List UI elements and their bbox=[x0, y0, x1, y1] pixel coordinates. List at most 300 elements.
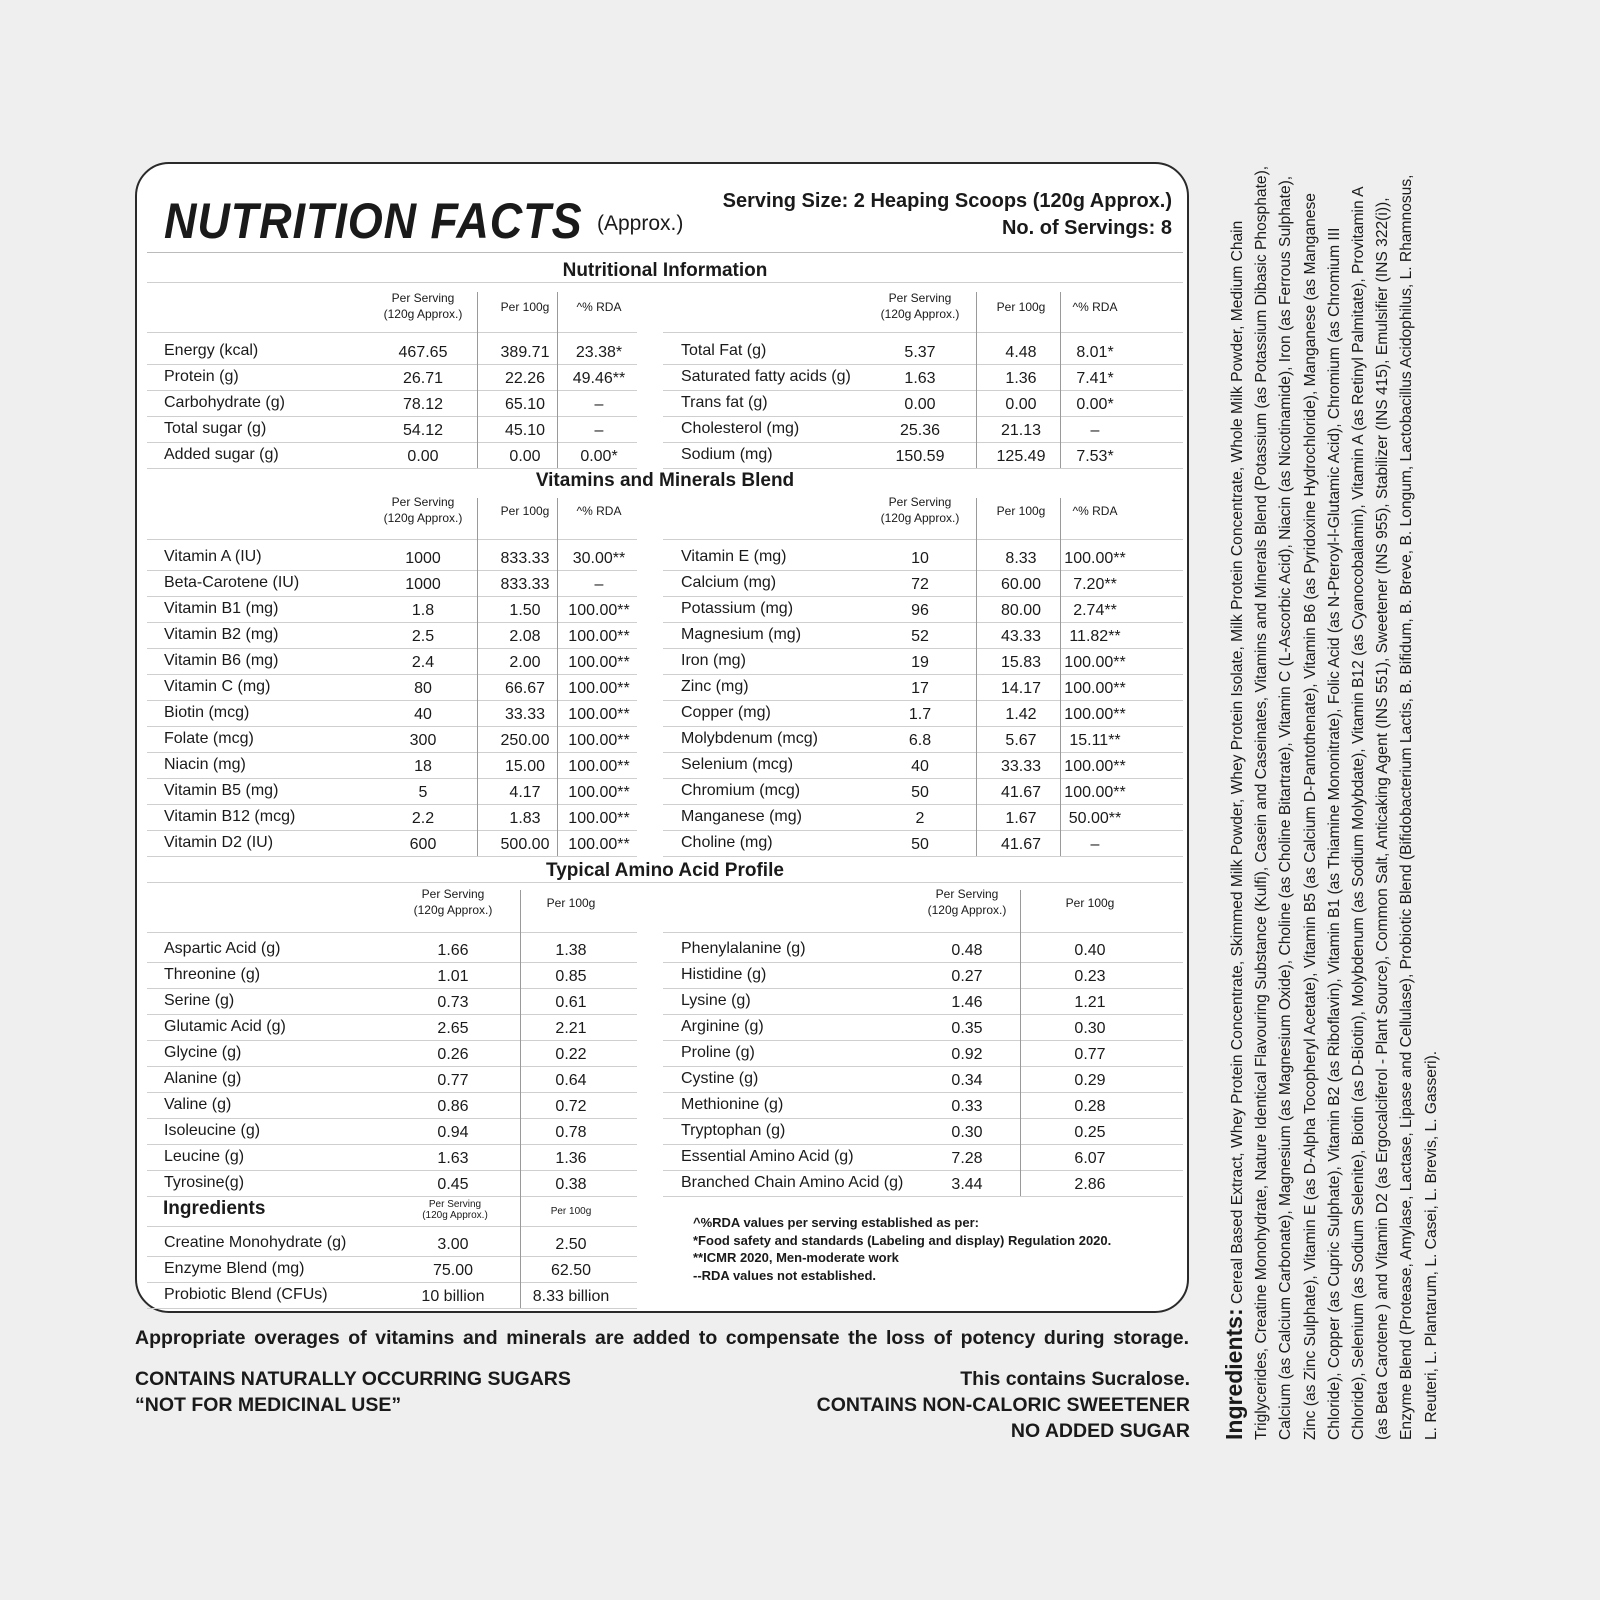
row-value: 43.33 bbox=[1000, 628, 1042, 645]
row-divider bbox=[663, 752, 1183, 753]
column-divider bbox=[976, 498, 977, 856]
row-value: 2.5 bbox=[411, 628, 435, 645]
row-value: 0.00 bbox=[509, 448, 541, 465]
row-label: Serine (g) bbox=[164, 992, 235, 1009]
row-divider bbox=[147, 962, 637, 963]
row-value: 0.78 bbox=[555, 1124, 587, 1141]
row-value: 500.00 bbox=[500, 836, 550, 853]
col-header-rda: ^% RDA bbox=[576, 300, 622, 314]
col-header-per-100g: Per 100g bbox=[550, 1206, 592, 1217]
col-header-per-serving-sub: (120g Approx.) bbox=[413, 903, 493, 917]
row-value: 15.11** bbox=[1069, 732, 1121, 749]
row-divider bbox=[147, 416, 637, 417]
row-value: 52 bbox=[911, 628, 929, 645]
col-header-per-serving: Per Serving bbox=[391, 291, 455, 305]
row-label: Proline (g) bbox=[681, 1044, 755, 1061]
row-value: 0.35 bbox=[951, 1020, 983, 1037]
row-divider bbox=[147, 1226, 637, 1227]
footer-left bbox=[135, 1366, 571, 1418]
ingredients-title: Ingredients bbox=[163, 1198, 266, 1219]
row-value: 100.00** bbox=[568, 836, 630, 853]
row-value: 0.72 bbox=[555, 1098, 587, 1115]
row-divider bbox=[663, 856, 1183, 857]
row-value: 100.00** bbox=[1064, 706, 1126, 723]
row-label: Added sugar (g) bbox=[164, 446, 279, 463]
row-value: 2 bbox=[915, 810, 925, 827]
row-value: 1.36 bbox=[555, 1150, 587, 1167]
row-value: 100.00** bbox=[568, 628, 630, 645]
row-divider bbox=[663, 1014, 1183, 1015]
col-header-per-serving-sub: (120g Approx.) bbox=[422, 1210, 488, 1221]
row-divider bbox=[663, 962, 1183, 963]
row-label: Vitamin E (mg) bbox=[681, 548, 787, 565]
row-value: 0.30 bbox=[1074, 1020, 1106, 1037]
row-value: 600 bbox=[409, 836, 437, 853]
row-value: 0.94 bbox=[437, 1124, 469, 1141]
row-value: 19 bbox=[911, 654, 929, 671]
row-value: 100.00** bbox=[568, 732, 630, 749]
row-value: 0.34 bbox=[951, 1072, 983, 1089]
divider bbox=[147, 252, 1183, 253]
row-value: 96 bbox=[911, 602, 929, 619]
row-divider bbox=[147, 332, 637, 333]
row-value: 250.00 bbox=[500, 732, 550, 749]
row-value: 6.07 bbox=[1074, 1150, 1106, 1167]
row-value: 0.73 bbox=[437, 994, 469, 1011]
row-value: 0.33 bbox=[951, 1098, 983, 1115]
nutrition-facts-title: NUTRITION FACTS bbox=[164, 193, 583, 249]
row-value: 26.71 bbox=[402, 370, 444, 387]
row-value: 2.00 bbox=[509, 654, 541, 671]
row-divider bbox=[663, 596, 1183, 597]
row-value: 0.77 bbox=[1074, 1046, 1106, 1063]
row-divider bbox=[147, 442, 637, 443]
row-value: 1.46 bbox=[951, 994, 983, 1011]
row-label: Carbohydrate (g) bbox=[164, 394, 285, 411]
row-label: Folate (mcg) bbox=[164, 730, 254, 747]
row-divider bbox=[147, 932, 637, 933]
col-header-per-100g: Per 100g bbox=[500, 504, 550, 518]
row-value: 23.38* bbox=[575, 344, 623, 361]
row-label: Molybdenum (mcg) bbox=[681, 730, 818, 747]
row-value: 8.33 bbox=[1005, 550, 1037, 567]
row-value: 2.74** bbox=[1073, 602, 1117, 619]
column-divider bbox=[1060, 498, 1061, 856]
row-label: Vitamin D2 (IU) bbox=[164, 834, 274, 851]
row-label: Trans fat (g) bbox=[681, 394, 768, 411]
row-divider bbox=[147, 364, 637, 365]
row-value: 833.33 bbox=[500, 576, 550, 593]
row-value: 14.17 bbox=[1000, 680, 1042, 697]
row-value: 25.36 bbox=[899, 422, 941, 439]
row-divider bbox=[663, 1118, 1183, 1119]
row-value: 1.01 bbox=[437, 968, 469, 985]
row-divider bbox=[147, 988, 637, 989]
note-line: **ICMR 2020, Men-moderate work bbox=[693, 1250, 899, 1265]
row-value: 5.37 bbox=[904, 344, 936, 361]
row-value: 0.00* bbox=[580, 448, 618, 465]
row-divider bbox=[663, 1170, 1183, 1171]
row-value: 66.67 bbox=[504, 680, 546, 697]
row-label: Biotin (mcg) bbox=[164, 704, 250, 721]
row-value: 0.00 bbox=[904, 396, 936, 413]
row-value: 15.83 bbox=[1000, 654, 1042, 671]
row-label: Cystine (g) bbox=[681, 1070, 759, 1087]
row-value: 2.65 bbox=[437, 1020, 469, 1037]
row-value: 30.00** bbox=[572, 550, 626, 567]
row-value: 0.86 bbox=[437, 1098, 469, 1115]
row-value: 80.00 bbox=[1000, 602, 1042, 619]
row-value: 21.13 bbox=[1000, 422, 1042, 439]
row-label: Tryptophan (g) bbox=[681, 1122, 786, 1139]
row-value: 3.44 bbox=[951, 1176, 983, 1193]
row-value: 0.27 bbox=[951, 968, 983, 985]
row-label: Sodium (mg) bbox=[681, 446, 773, 463]
column-divider bbox=[1020, 890, 1021, 1196]
row-divider bbox=[663, 778, 1183, 779]
column-divider bbox=[520, 890, 521, 1196]
row-value: 40 bbox=[414, 706, 432, 723]
row-value: 125.49 bbox=[996, 448, 1046, 465]
row-divider bbox=[147, 726, 637, 727]
row-divider bbox=[147, 468, 637, 469]
row-value: 7.20** bbox=[1073, 576, 1117, 593]
row-divider bbox=[663, 1066, 1183, 1067]
row-value: 1.63 bbox=[904, 370, 936, 387]
overages-statement: Appropriate overages of vitamins and minerals are added to compensate the loss of potency during storage. bbox=[135, 1327, 1189, 1349]
col-header-rda: ^% RDA bbox=[1072, 300, 1118, 314]
row-value: 8.33 billion bbox=[532, 1288, 610, 1305]
row-value: 7.41* bbox=[1076, 370, 1114, 387]
row-divider bbox=[663, 539, 1183, 540]
row-label: Iron (mg) bbox=[681, 652, 746, 669]
col-header-per-100g: Per 100g bbox=[500, 300, 550, 314]
row-value: 1.67 bbox=[1005, 810, 1037, 827]
row-value: 40 bbox=[911, 758, 929, 775]
row-value: 2.08 bbox=[509, 628, 541, 645]
section-nutritional-title: Nutritional Information bbox=[562, 260, 768, 281]
row-value: 3.00 bbox=[437, 1236, 469, 1253]
row-value: 1.7 bbox=[908, 706, 932, 723]
side-ingredients-text: Cereal Based Extract, Whey Protein Concentrate, Skimmed Milk Powder, Whey Protein Isolate, Milk Protein Concentrate, Whole Milk Powder, Medium Chain Triglycerides, Creatine Monohydrate, Nature Identical Flavouring Substance (Kulfi), Casein and Caseinates, Vitamins and Minerals Blend (Potassium (as Potassium Dibasic Phosphate), Calcium (as Calcium Carbonate), Magnesium (as Magnesium Oxide), Choline (as Choline Bitartrate), Vitamin C (L-Ascorbic Acid), Niacin (as Nicotinamide), Iron (as Ferrous Sulphate), Zinc (as Zinc Sulphate), Vitamin E (as D-Alpha Tocopheryl Acetate), Vitamin B5 (as Calcium D-Pantothenate), Vitamin B6 (as Pyridoxine Hydrochloride), Manganese (as Manganese Chloride), Copper (as Cupric Sulphate), Vitamin B2 (as Riboflavin), Vitamin B1 (as Thiamine Mononitrate), Folic Acid (as N-Pteroyl-l-Glutamic Acid), Chromium (as Chromium III Chloride), Selenium (as Sodium Selenite), Biotin (as D-Biotin), Molybdenum (as Sodium Molybdate), Vitamin B12 (as Cyanocobalamin), Vitamin A (as Retinyl Palmitate), Provitamin A (as Beta Carotene ) and Vitamin D2 (as Ergocalciferol - Plant Source), Common Salt, Anticaking Agent (INS 551), Sweetener (INS 955), Stabilizer (INS 415), Emulsifier (INS 322(i)), Enzyme Blend (Protease, Amylase, Lactase, Lipase and Cellulase), Probiotic Blend (Bifidobacterium Lactis, B. Bifidum, B. Breve, B. Longum, Lactobacillus Acidophilus, L. Rhamnosus, L. Reuteri, L. Plantarum, L. Casei, L. Brevis, L. Gasseri). bbox=[1229, 165, 1440, 1440]
row-value: 10 billion bbox=[421, 1288, 485, 1305]
row-value: 1.83 bbox=[509, 810, 541, 827]
col-header-per-100g: Per 100g bbox=[546, 896, 596, 910]
row-label: Chromium (mcg) bbox=[681, 782, 801, 799]
row-value: 0.38 bbox=[555, 1176, 587, 1193]
row-value: – bbox=[594, 576, 604, 593]
footer-no-sugar: NO ADDED SUGAR bbox=[1010, 1420, 1190, 1442]
row-value: 0.22 bbox=[555, 1046, 587, 1063]
serving-size: Serving Size: 2 Heaping Scoops (120g Approx.) bbox=[722, 190, 1172, 212]
footer-sucralose: This contains Sucralose. bbox=[960, 1368, 1190, 1390]
row-divider bbox=[663, 364, 1183, 365]
row-value: 15.00 bbox=[504, 758, 546, 775]
col-header-rda: ^% RDA bbox=[576, 504, 622, 518]
column-divider bbox=[1060, 292, 1061, 468]
note-line: --RDA values not established. bbox=[693, 1267, 876, 1283]
row-label: Vitamin A (IU) bbox=[164, 548, 262, 565]
row-value: – bbox=[594, 396, 604, 413]
row-value: 80 bbox=[414, 680, 432, 697]
row-label: Vitamin B6 (mg) bbox=[164, 652, 279, 669]
serving-info bbox=[723, 188, 1172, 242]
servings-count: No. of Servings: 8 bbox=[1001, 217, 1172, 239]
row-label: Creatine Monohydrate (g) bbox=[164, 1234, 347, 1251]
row-value: 2.4 bbox=[411, 654, 435, 671]
row-divider bbox=[663, 830, 1183, 831]
row-label: Total sugar (g) bbox=[164, 420, 267, 437]
row-value: 0.23 bbox=[1074, 968, 1106, 985]
row-value: 0.45 bbox=[437, 1176, 469, 1193]
row-value: 100.00** bbox=[1064, 654, 1126, 671]
row-divider bbox=[147, 882, 1183, 883]
row-label: Copper (mg) bbox=[681, 704, 771, 721]
row-label: Manganese (mg) bbox=[681, 808, 802, 825]
row-value: 50 bbox=[911, 784, 929, 801]
row-value: – bbox=[594, 422, 604, 439]
footer-not-medicinal: “NOT FOR MEDICINAL USE” bbox=[135, 1394, 402, 1416]
row-value: 1.38 bbox=[555, 942, 587, 959]
approx-label: (Approx.) bbox=[597, 212, 684, 235]
row-value: 10 bbox=[911, 550, 929, 567]
row-value: 2.21 bbox=[555, 1020, 587, 1037]
row-label: Enzyme Blend (mg) bbox=[164, 1260, 305, 1277]
row-value: 60.00 bbox=[1000, 576, 1042, 593]
row-value: 2.50 bbox=[555, 1236, 587, 1253]
col-header-per-serving: Per Serving bbox=[888, 495, 952, 509]
row-divider bbox=[147, 1014, 637, 1015]
footer-sugars: CONTAINS NATURALLY OCCURRING SUGARS bbox=[135, 1368, 571, 1390]
row-label: Saturated fatty acids (g) bbox=[681, 368, 851, 385]
row-value: 41.67 bbox=[1000, 784, 1042, 801]
row-value: 100.00** bbox=[1064, 680, 1126, 697]
row-value: 1.8 bbox=[411, 602, 435, 619]
row-divider bbox=[663, 442, 1183, 443]
row-divider bbox=[147, 1170, 637, 1171]
rda-notes bbox=[693, 1214, 1111, 1284]
row-value: 0.29 bbox=[1074, 1072, 1106, 1089]
row-divider bbox=[147, 648, 637, 649]
row-label: Leucine (g) bbox=[164, 1148, 245, 1165]
row-value: 2.2 bbox=[411, 810, 435, 827]
row-label: Aspartic Acid (g) bbox=[164, 940, 281, 957]
footer-sweetener: CONTAINS NON-CALORIC SWEETENER bbox=[816, 1394, 1190, 1416]
row-value: 50.00** bbox=[1068, 810, 1122, 827]
row-divider bbox=[147, 282, 1183, 283]
row-value: 100.00** bbox=[568, 680, 630, 697]
column-divider bbox=[477, 292, 478, 468]
row-value: 1000 bbox=[405, 576, 441, 593]
column-divider bbox=[477, 498, 478, 856]
row-divider bbox=[663, 674, 1183, 675]
row-divider bbox=[147, 1144, 637, 1145]
row-value: 33.33 bbox=[1000, 758, 1042, 775]
row-label: Glutamic Acid (g) bbox=[164, 1018, 286, 1035]
row-divider bbox=[663, 700, 1183, 701]
row-label: Methionine (g) bbox=[681, 1096, 784, 1113]
row-divider bbox=[663, 648, 1183, 649]
row-divider bbox=[663, 570, 1183, 571]
row-value: 100.00** bbox=[568, 602, 630, 619]
row-value: 833.33 bbox=[500, 550, 550, 567]
row-value: 1000 bbox=[405, 550, 441, 567]
row-divider bbox=[663, 726, 1183, 727]
col-header-per-serving: Per Serving bbox=[421, 887, 485, 901]
col-header-per-100g: Per 100g bbox=[996, 300, 1046, 314]
row-value: 100.00** bbox=[568, 758, 630, 775]
column-divider bbox=[976, 292, 977, 468]
row-value: 0.77 bbox=[437, 1072, 469, 1089]
row-divider bbox=[147, 830, 637, 831]
col-header-per-serving: Per Serving bbox=[888, 291, 952, 305]
row-value: 100.00** bbox=[568, 810, 630, 827]
row-value: 49.46** bbox=[572, 370, 626, 387]
col-header-per-serving-sub: (120g Approx.) bbox=[927, 903, 1007, 917]
row-value: 0.64 bbox=[555, 1072, 587, 1089]
row-value: 0.30 bbox=[951, 1124, 983, 1141]
row-divider bbox=[147, 570, 637, 571]
col-header-per-serving: Per Serving bbox=[428, 1199, 482, 1210]
row-divider bbox=[147, 1118, 637, 1119]
row-divider bbox=[147, 752, 637, 753]
row-value: 7.53* bbox=[1076, 448, 1114, 465]
row-divider bbox=[663, 416, 1183, 417]
row-value: 0.00 bbox=[1005, 396, 1037, 413]
row-value: 0.85 bbox=[555, 968, 587, 985]
row-label: Essential Amino Acid (g) bbox=[681, 1148, 854, 1165]
column-divider bbox=[520, 1184, 521, 1308]
row-value: 1.66 bbox=[437, 942, 469, 959]
nutrition-facts-panel bbox=[135, 162, 1189, 1313]
row-label: Selenium (mcg) bbox=[681, 756, 794, 773]
row-divider bbox=[147, 1282, 637, 1283]
row-divider bbox=[663, 332, 1183, 333]
row-value: 0.61 bbox=[555, 994, 587, 1011]
row-value: 2.86 bbox=[1074, 1176, 1106, 1193]
row-label: Niacin (mg) bbox=[164, 756, 246, 773]
row-divider bbox=[147, 700, 637, 701]
note-line: ^%RDA values per serving established as per: bbox=[693, 1215, 979, 1230]
row-value: 0.40 bbox=[1074, 942, 1106, 959]
row-value: 1.36 bbox=[1005, 370, 1037, 387]
row-label: Magnesium (mg) bbox=[681, 626, 802, 643]
col-header-per-serving: Per Serving bbox=[935, 887, 999, 901]
section-amino-title: Typical Amino Acid Profile bbox=[546, 860, 784, 881]
row-value: 4.48 bbox=[1005, 344, 1037, 361]
row-value: 100.00** bbox=[1064, 550, 1126, 567]
row-label: Threonine (g) bbox=[164, 966, 261, 983]
row-divider bbox=[147, 778, 637, 779]
row-divider bbox=[663, 622, 1183, 623]
row-divider bbox=[147, 1066, 637, 1067]
row-divider bbox=[147, 804, 637, 805]
row-label: Branched Chain Amino Acid (g) bbox=[681, 1174, 904, 1191]
row-value: 11.82** bbox=[1069, 628, 1121, 645]
row-value: 5 bbox=[418, 784, 428, 801]
row-value: 100.00** bbox=[568, 654, 630, 671]
row-label: Lysine (g) bbox=[681, 992, 751, 1009]
row-label: Arginine (g) bbox=[681, 1018, 764, 1035]
row-value: 8.01* bbox=[1076, 344, 1114, 361]
row-value: 45.10 bbox=[504, 422, 546, 439]
column-divider bbox=[557, 498, 558, 856]
row-value: 54.12 bbox=[402, 422, 444, 439]
row-value: 1.21 bbox=[1074, 994, 1106, 1011]
row-value: 65.10 bbox=[504, 396, 546, 413]
row-label: Glycine (g) bbox=[164, 1044, 242, 1061]
row-label: Alanine (g) bbox=[164, 1070, 242, 1087]
row-value: 18 bbox=[414, 758, 432, 775]
row-label: Beta-Carotene (IU) bbox=[164, 574, 300, 591]
col-header-rda: ^% RDA bbox=[1072, 504, 1118, 518]
col-header-per-serving-sub: (120g Approx.) bbox=[383, 307, 463, 321]
row-divider bbox=[663, 932, 1183, 933]
row-value: 1.63 bbox=[437, 1150, 469, 1167]
row-value: 389.71 bbox=[500, 344, 550, 361]
row-divider bbox=[663, 988, 1183, 989]
row-label: Choline (mg) bbox=[681, 834, 773, 851]
row-value: 50 bbox=[911, 836, 929, 853]
row-divider bbox=[663, 468, 1183, 469]
row-value: 4.17 bbox=[509, 784, 541, 801]
row-label: Calcium (mg) bbox=[681, 574, 777, 591]
row-value: 6.8 bbox=[908, 732, 932, 749]
row-divider bbox=[663, 1196, 1183, 1197]
side-ingredients bbox=[1222, 165, 1494, 1440]
row-divider bbox=[663, 1040, 1183, 1041]
row-value: 0.92 bbox=[951, 1046, 983, 1063]
row-value: 150.59 bbox=[895, 448, 945, 465]
footer-right bbox=[817, 1366, 1190, 1444]
note-line: *Food safety and standards (Labeling and display) Regulation 2020. bbox=[693, 1232, 1112, 1248]
row-value: 1.50 bbox=[509, 602, 541, 619]
row-value: 5.67 bbox=[1005, 732, 1037, 749]
row-label: Protein (g) bbox=[164, 368, 239, 385]
row-label: Vitamin B5 (mg) bbox=[164, 782, 279, 799]
row-value: 62.50 bbox=[550, 1262, 592, 1279]
row-divider bbox=[663, 1144, 1183, 1145]
row-divider bbox=[147, 1308, 637, 1309]
col-header-per-serving-sub: (120g Approx.) bbox=[880, 307, 960, 321]
row-value: 17 bbox=[911, 680, 929, 697]
row-divider bbox=[147, 1256, 637, 1257]
row-divider bbox=[147, 596, 637, 597]
side-ingredients-label: Ingredients: bbox=[1221, 1308, 1247, 1440]
row-label: Vitamin C (mg) bbox=[164, 678, 271, 695]
col-header-per-100g: Per 100g bbox=[996, 504, 1046, 518]
row-value: 0.25 bbox=[1074, 1124, 1106, 1141]
row-divider bbox=[663, 1092, 1183, 1093]
col-header-per-100g: Per 100g bbox=[1065, 896, 1115, 910]
row-label: Vitamin B1 (mg) bbox=[164, 600, 279, 617]
row-value: 100.00** bbox=[1064, 784, 1126, 801]
row-divider bbox=[663, 804, 1183, 805]
row-label: Histidine (g) bbox=[681, 966, 767, 983]
row-label: Potassium (mg) bbox=[681, 600, 794, 617]
row-label: Tyrosine(g) bbox=[164, 1174, 245, 1191]
row-value: 100.00** bbox=[568, 784, 630, 801]
row-value: 100.00** bbox=[568, 706, 630, 723]
row-divider bbox=[663, 390, 1183, 391]
row-value: – bbox=[1090, 422, 1100, 439]
row-label: Isoleucine (g) bbox=[164, 1122, 261, 1139]
row-value: 1.42 bbox=[1005, 706, 1037, 723]
row-value: 41.67 bbox=[1000, 836, 1042, 853]
row-value: 300 bbox=[409, 732, 437, 749]
section-vitamins-title: Vitamins and Minerals Blend bbox=[535, 470, 795, 491]
row-divider bbox=[147, 1092, 637, 1093]
